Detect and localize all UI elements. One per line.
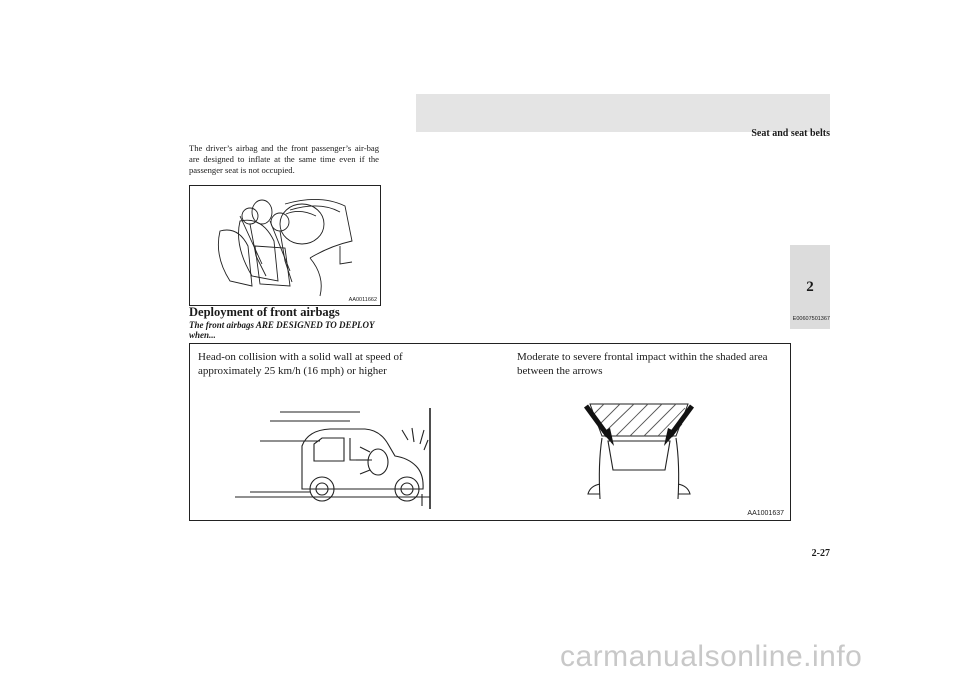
watermark: carmanualsonline.info [560,640,863,673]
collision-drawings [190,344,790,520]
left-caption: Head-on collision with a solid wall at speed of approximately 25 km/h (16 mph) or higher [198,351,403,377]
right-caption: Moderate to severe frontal impact within the shaded area between the arrows [517,351,768,377]
figure1-code: AA0011662 [348,297,377,303]
airbag-seats-drawing [190,186,380,305]
frontal-impact-drawing [586,404,692,499]
intro-paragraph: The driver’s airbag and the front passenger’s air-bag are designed to inflate at the same time even if the passenger seat is not occupied. [189,143,379,175]
chapter-number: 2 [806,278,814,295]
deployment-figure [189,343,791,521]
header-band [416,94,830,132]
section-ref-code: E00607501367 [792,316,830,322]
section-heading: Deployment of front airbags [189,305,340,319]
wall-collision-drawing [235,408,430,509]
section-subheading: The front airbags ARE DESIGNED TO DEPLOY when... [189,320,375,340]
page-number: 2-27 [811,548,830,559]
airbag-illustration [189,185,381,306]
section-title: Seat and seat belts [751,128,830,139]
figure2-code: AA1001637 [747,510,784,517]
